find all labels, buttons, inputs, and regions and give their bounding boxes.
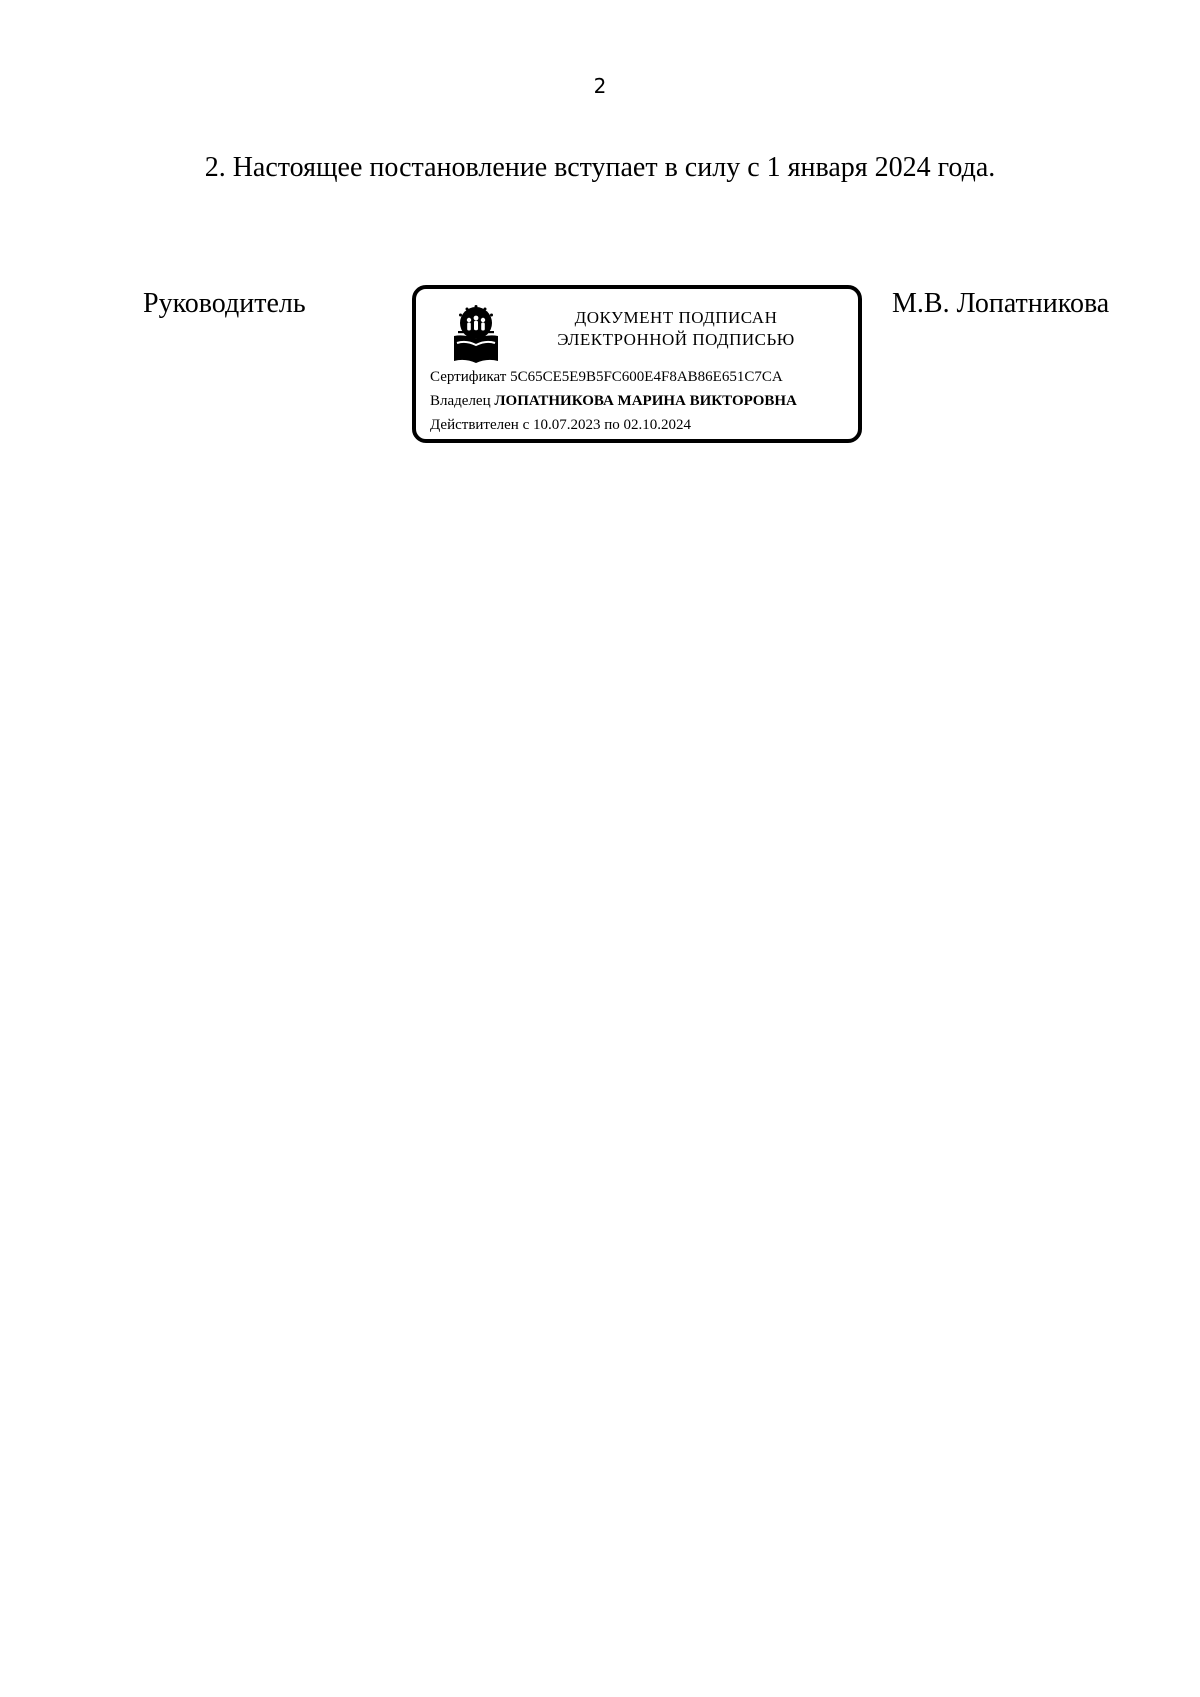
valid-to-word: по <box>604 417 620 433</box>
resolution-paragraph: 2. Настоящее постановление вступает в силу с 1 января 2024 года. <box>204 152 996 183</box>
valid-to-date: 02.10.2024 <box>623 417 692 433</box>
stamp-heading <box>516 307 836 351</box>
valid-label: Действителен <box>430 417 519 433</box>
book-emblem-icon <box>452 305 500 363</box>
certificate-value: 5C65CE5E9B5FC600E4F8AB86E651C7CA <box>510 369 783 385</box>
stamp-heading-line1: ДОКУМЕНТ ПОДПИСАН <box>574 308 778 327</box>
signer-name: М.В. Лопатникова <box>892 288 1110 319</box>
signer-position: Руководитель <box>143 288 306 319</box>
owner-label: Владелец <box>430 393 491 409</box>
owner-row <box>430 393 797 410</box>
electronic-signature-stamp <box>412 285 862 443</box>
validity-row <box>430 417 691 434</box>
certificate-row <box>430 369 783 386</box>
page-number: 2 <box>593 74 607 98</box>
valid-from-word: с <box>522 417 530 433</box>
owner-value: ЛОПАТНИКОВА МАРИНА ВИКТОРОВНА <box>494 393 797 409</box>
valid-from-date: 10.07.2023 <box>532 417 601 433</box>
stamp-heading-line2: ЭЛЕКТРОННОЙ ПОДПИСЬЮ <box>557 330 795 349</box>
certificate-label: Сертификат <box>430 369 507 385</box>
